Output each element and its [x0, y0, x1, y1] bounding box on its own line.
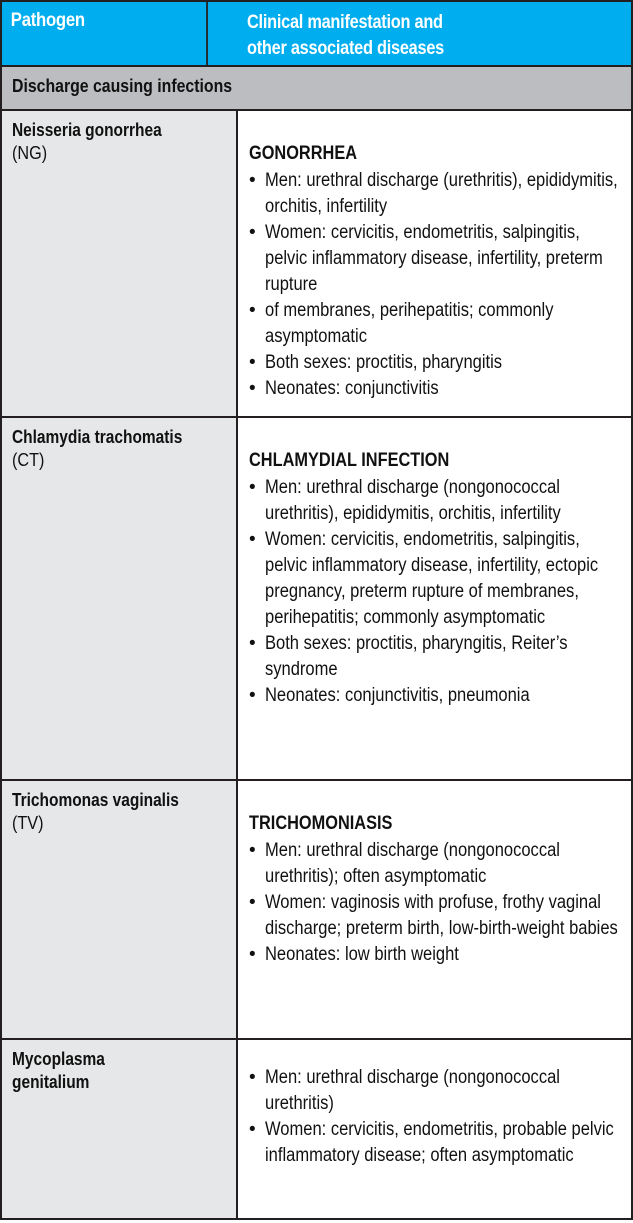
pathogen-name-line1: Mycoplasma — [12, 1049, 105, 1069]
pathogen-abbr: (TV) — [12, 813, 44, 833]
pathogen-name: Neisseria gonorrhea — [12, 120, 162, 140]
manifestation-list — [249, 1065, 621, 1169]
manifestation-cell — [238, 781, 631, 1038]
list-item: • Women: cervicitis, endometritis, salpingitis, pelvic inflammatory disease, infertility, ectopic pregnancy, preterm rupture of membranes, perihepatitis; commonly asymptomatic — [249, 527, 621, 631]
list-item: • of membranes, perihepatitis; commonly asymptomatic — [249, 298, 621, 350]
pathogen-abbr: (NG) — [12, 143, 48, 163]
disease-name: TRICHOMONIASIS — [249, 813, 393, 834]
header-clinical-line1: Clinical manifestation and — [247, 12, 443, 33]
header-pathogen: Pathogen — [2, 2, 208, 65]
disease-name: CHLAMYDIAL INFECTION — [249, 450, 450, 471]
list-item: • Both sexes: proctitis, pharyngitis — [249, 350, 621, 376]
disease-name: GONORRHEA — [249, 143, 358, 164]
list-item: • Women: vaginosis with profuse, frothy vaginal discharge; preterm birth, low-birth-weight babies — [249, 890, 621, 942]
header-clinical-line2: other associated diseases — [247, 38, 445, 59]
table-header — [0, 0, 633, 67]
manifestation-list — [249, 168, 621, 402]
manifestation-cell — [238, 418, 631, 779]
list-item: • Women: cervicitis, endometritis, probable pelvic inflammatory disease; often asymptomatic — [249, 1117, 621, 1169]
header-clinical — [236, 2, 631, 65]
list-item: • Women: cervicitis, endometritis, salpingitis, pelvic inflammatory disease, infertility, preterm rupture — [249, 220, 621, 298]
manifestation-list — [249, 838, 621, 968]
pathogen-cell — [2, 111, 238, 416]
table-row — [0, 111, 633, 418]
list-item: • Men: urethral discharge (nongonococcal urethritis), epididymitis, orchitis, infertility — [249, 475, 621, 527]
pathogen-name-line2: genitalium — [12, 1072, 90, 1092]
pathogen-cell — [2, 1040, 238, 1218]
list-item: • Neonates: conjunctivitis, pneumonia — [249, 683, 621, 709]
table-row — [0, 1040, 633, 1220]
table-row — [0, 781, 633, 1040]
list-item: • Neonates: conjunctivitis — [249, 376, 621, 402]
section-heading — [0, 67, 633, 111]
pathogen-name: Chlamydia trachomatis — [12, 427, 183, 447]
pathogen-cell — [2, 781, 238, 1038]
list-item: • Men: urethral discharge (urethritis), epididymitis, orchitis, infertility — [249, 168, 621, 220]
table-row — [0, 418, 633, 781]
manifestation-cell — [238, 1040, 631, 1218]
manifestation-list — [249, 475, 621, 709]
pathogen-cell — [2, 418, 238, 779]
list-item: • Men: urethral discharge (nongonococcal urethritis) — [249, 1065, 621, 1117]
list-item: • Men: urethral discharge (nongonococcal urethritis); often asymptomatic — [249, 838, 621, 890]
list-item: • Neonates: low birth weight — [249, 942, 621, 968]
manifestation-cell — [238, 111, 631, 416]
section-title: Discharge causing infections — [12, 76, 233, 96]
list-item: • Both sexes: proctitis, pharyngitis, Reiter’s syndrome — [249, 631, 621, 683]
pathogen-name: Trichomonas vaginalis — [12, 790, 179, 810]
pathogen-abbr: (CT) — [12, 450, 45, 470]
